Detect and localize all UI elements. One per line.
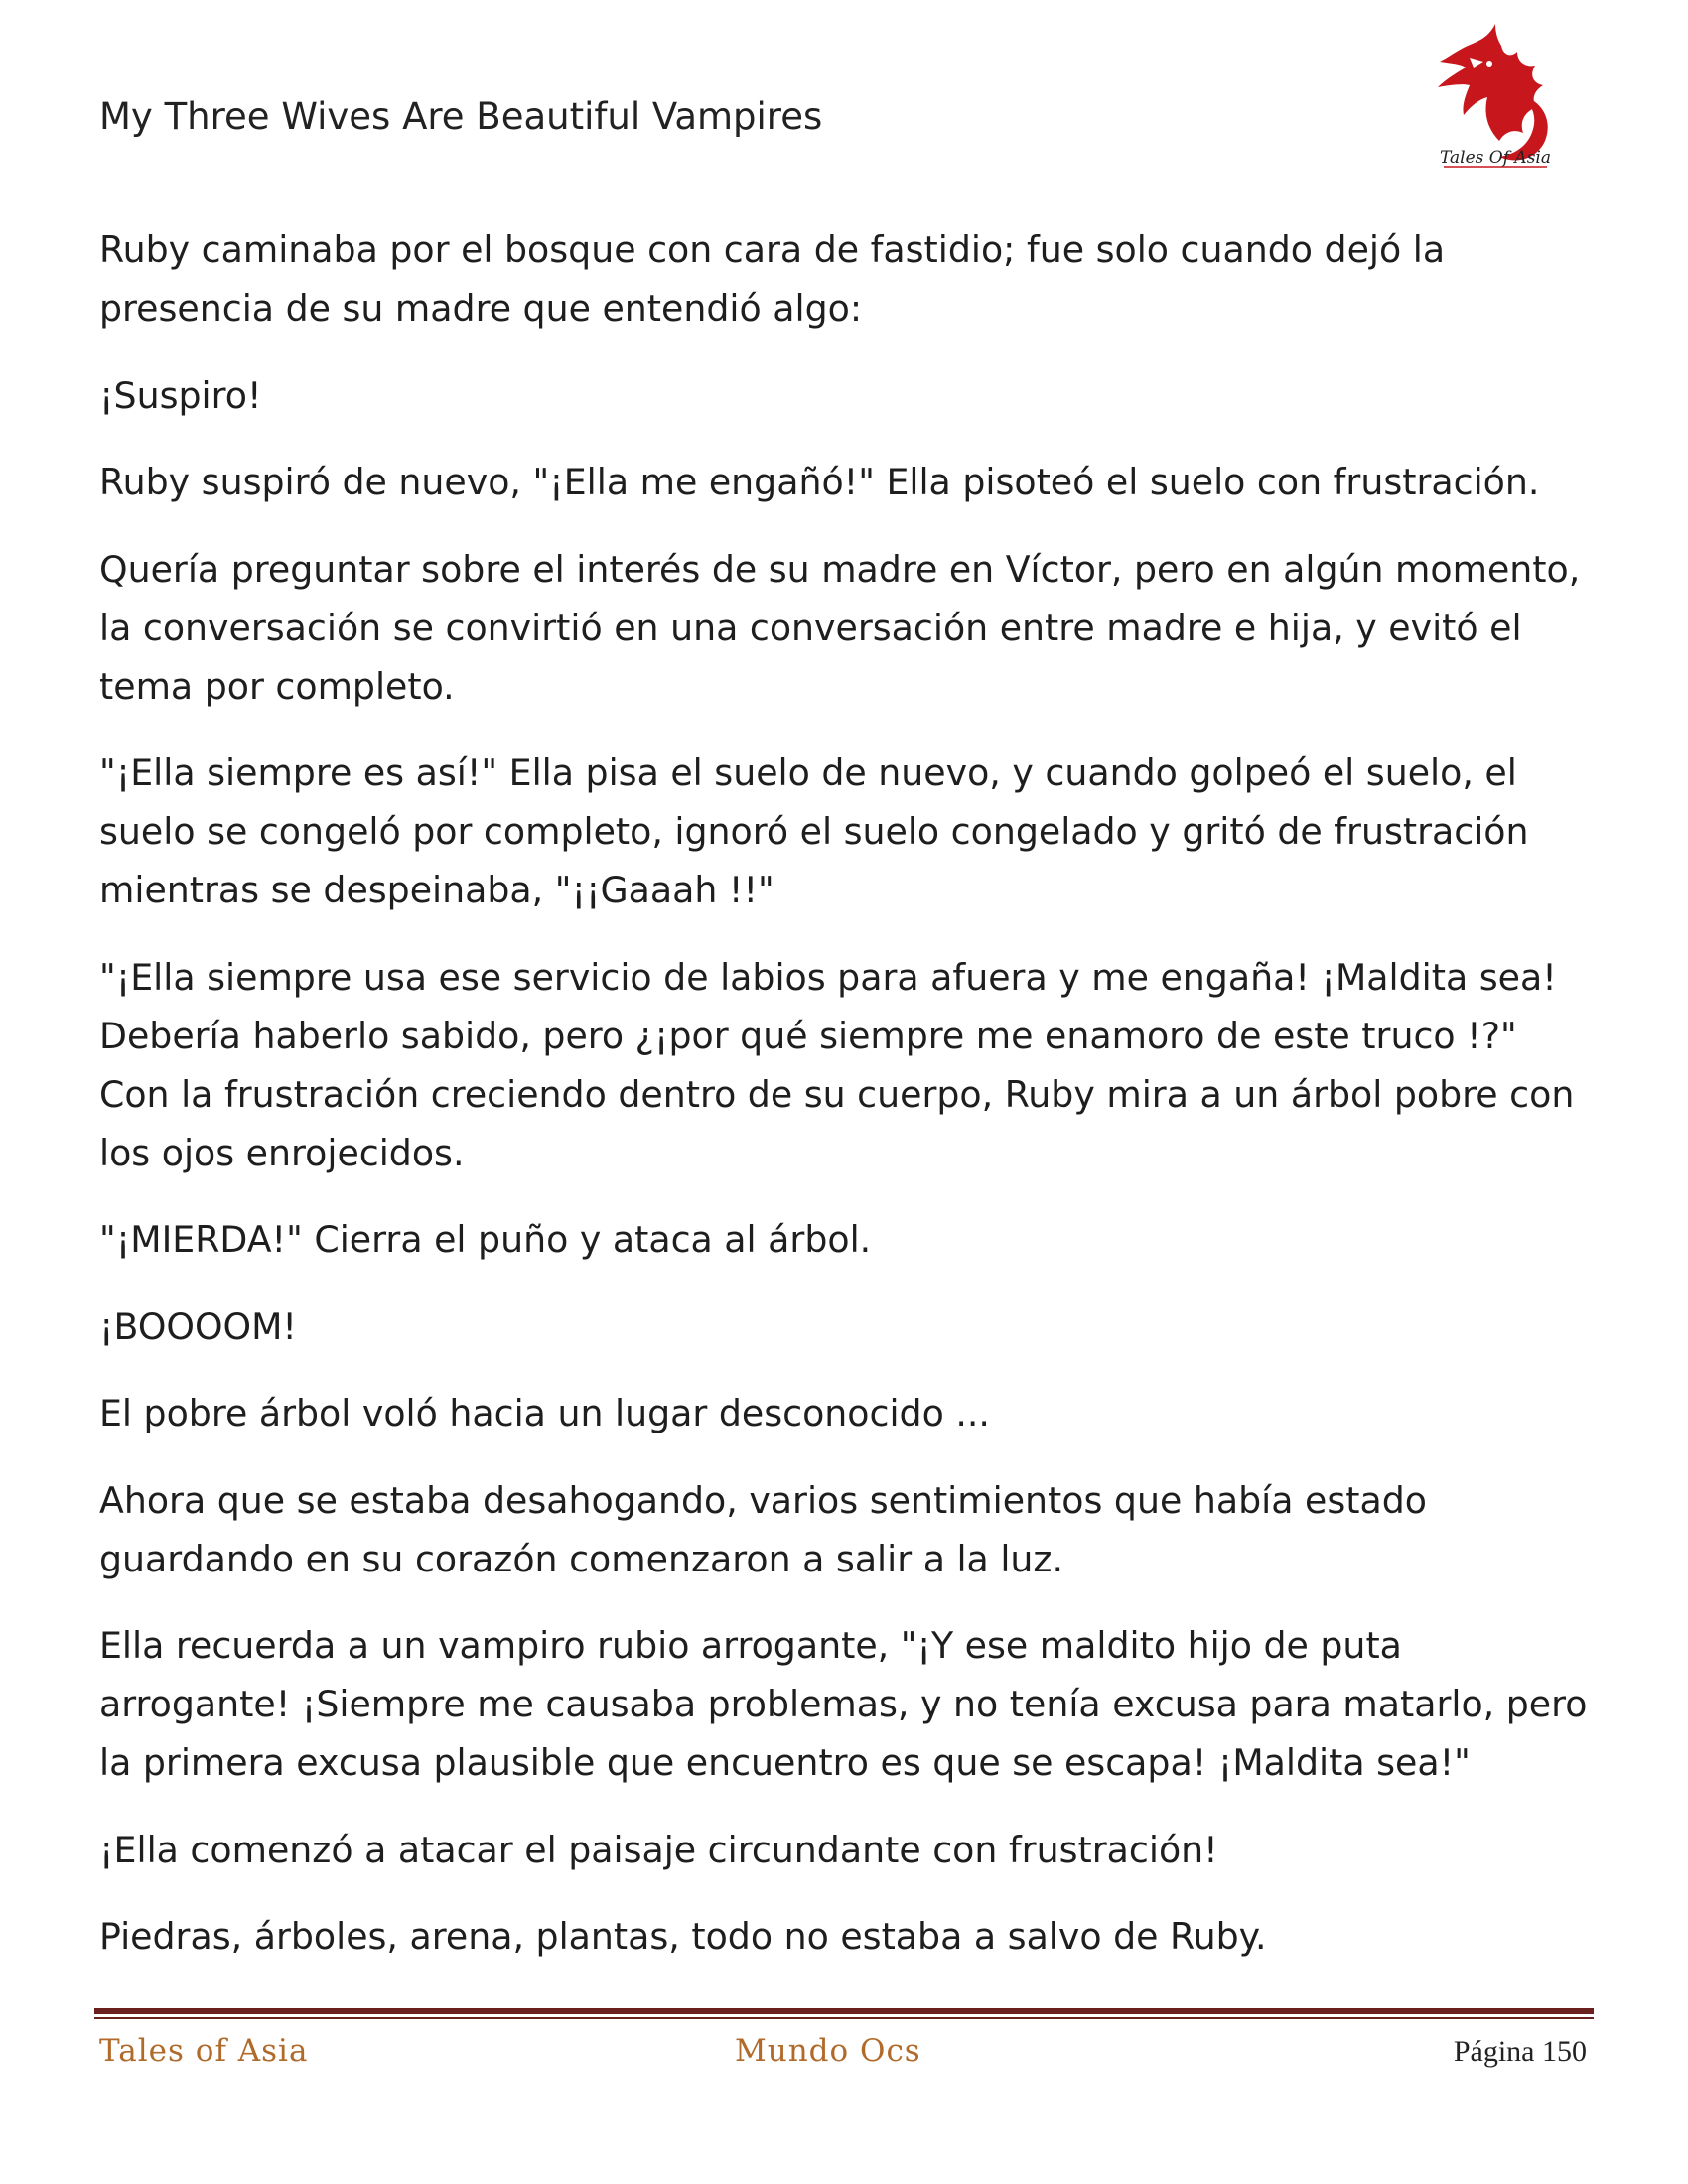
chapter-body bbox=[99, 220, 1589, 1994]
paragraph: ¡BOOOOM! bbox=[99, 1304, 297, 1348]
svg-text:Tales Of Asia: Tales Of Asia bbox=[1440, 148, 1551, 168]
dragon-icon bbox=[1438, 24, 1543, 141]
paragraph: El pobre árbol voló hacia un lugar desconocido ... bbox=[99, 1392, 990, 1434]
footer-divider bbox=[94, 2008, 1594, 2014]
paragraph: Ruby suspiró de nuevo, "¡Ella me engañó!" Ella pisoteó el suelo con frustración. bbox=[99, 461, 1540, 503]
paragraph: ¡Ella comenzó a atacar el paisaje circundante con frustración! bbox=[99, 1828, 1218, 1871]
paragraph: "¡Ella siempre usa ese servicio de labios para afuera y me engaña! ¡Maldita sea! Debería haberlo sabido, pero ¿¡por qué siempre me enamoro de este truco !?" Con la frustración creciendo dentro de su cuerpo, Ruby mira a un árbol pobre con los ojos enrojecidos. bbox=[99, 955, 1575, 1174]
page-title: My Three Wives Are Beautiful Vampires bbox=[99, 95, 823, 138]
paragraph: Piedras, árboles, arena, plantas, todo no estaba a salvo de Ruby. bbox=[99, 1915, 1267, 1958]
paragraph: Ahora que se estaba desahogando, varios sentimientos que había estado guardando en su corazón comenzaron a salir a la luz. bbox=[99, 1478, 1427, 1580]
page-number: Página 150 bbox=[1453, 2035, 1587, 2068]
footer-publisher: Tales of Asia bbox=[99, 2033, 309, 2069]
paragraph: ¡Suspiro! bbox=[99, 373, 262, 417]
paragraph: Quería preguntar sobre el interés de su madre en Víctor, pero en algún momento, la conversación se convirtió en una conversación entre madre e hija, y evitó el tema por completo. bbox=[99, 547, 1581, 708]
paragraph: Ella recuerda a un vampiro rubio arrogante, "¡Y ese maldito hijo de puta arrogante! ¡Siempre me causaba problemas, y no tenía excusa para matarlo, pero la primera excusa plausible que encuentro es que se escapa! ¡Maldita sea!" bbox=[99, 1624, 1588, 1784]
paragraph: "¡MIERDA!" Cierra el puño y ataca al árbol. bbox=[99, 1218, 872, 1261]
paragraph: Ruby caminaba por el bosque con cara de fastidio; fue solo cuando dejó la presencia de su madre que entendió algo: bbox=[99, 228, 1446, 330]
footer-divider-thin bbox=[94, 2017, 1594, 2019]
footer-translator: Mundo Ocs bbox=[735, 2033, 921, 2069]
tales-of-asia-logo bbox=[1426, 18, 1565, 187]
paragraph: "¡Ella siempre es así!" Ella pisa el suelo de nuevo, y cuando golpeó el suelo, el suelo se congeló por completo, ignoró el suelo congelado y gritó de frustración mientras se despeinaba, "¡¡Gaaah !!" bbox=[99, 751, 1529, 911]
